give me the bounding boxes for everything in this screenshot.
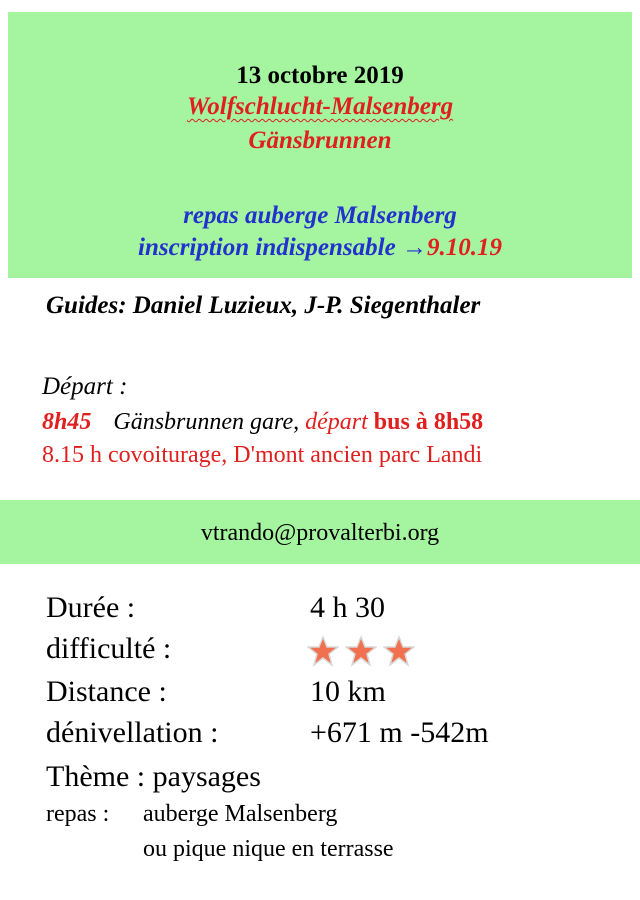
guides-line: Guides: Daniel Luzieux, J-P. Siegenthaler [46, 292, 481, 319]
contact-email[interactable]: vtrando@provalterbi.org [200, 520, 440, 546]
meal-option-2: ou pique nique en terrasse [143, 836, 394, 862]
elevation-value: +671 m -542m [310, 716, 489, 749]
duration-value: 4 h 30 [310, 591, 385, 624]
hike-place: Gänsbrunnen [248, 127, 392, 154]
carpool-line: 8.15 h covoiturage, D'mont ancien parc Landi [42, 442, 483, 468]
meal-option-1: auberge Malsenberg [143, 801, 338, 827]
difficulty-label: difficulté : [46, 632, 172, 665]
distance-value: 10 km [310, 675, 386, 708]
star-icon [345, 635, 377, 667]
header-panel [8, 12, 632, 278]
star-icon [307, 635, 339, 667]
registration-note [8, 234, 632, 262]
duration-label: Durée : [46, 591, 136, 624]
departure-place: Gänsbrunnen gare, [113, 409, 306, 435]
registration-text: inscription indispensable → [138, 234, 427, 261]
registration-date: 9.10.19 [426, 234, 502, 261]
departure-word: départ [305, 409, 368, 435]
meal-label: repas : [46, 801, 110, 827]
elevation-label: dénivellation : [46, 716, 219, 749]
star-icon [383, 635, 415, 667]
bus-time: bus à 8h58 [367, 409, 484, 435]
theme-line: Thème : paysages [46, 760, 261, 793]
meal-note: repas auberge Malsenberg [183, 202, 457, 229]
hike-route: Wolfschlucht-Malsenberg [186, 93, 454, 120]
email-band [0, 500, 640, 564]
departure-line [42, 409, 483, 436]
event-date: 13 octobre 2019 [236, 62, 404, 89]
departure-label: Départ : [42, 373, 128, 400]
difficulty-stars [307, 635, 415, 667]
departure-time: 8h45 [42, 409, 92, 435]
distance-label: Distance : [46, 675, 167, 708]
